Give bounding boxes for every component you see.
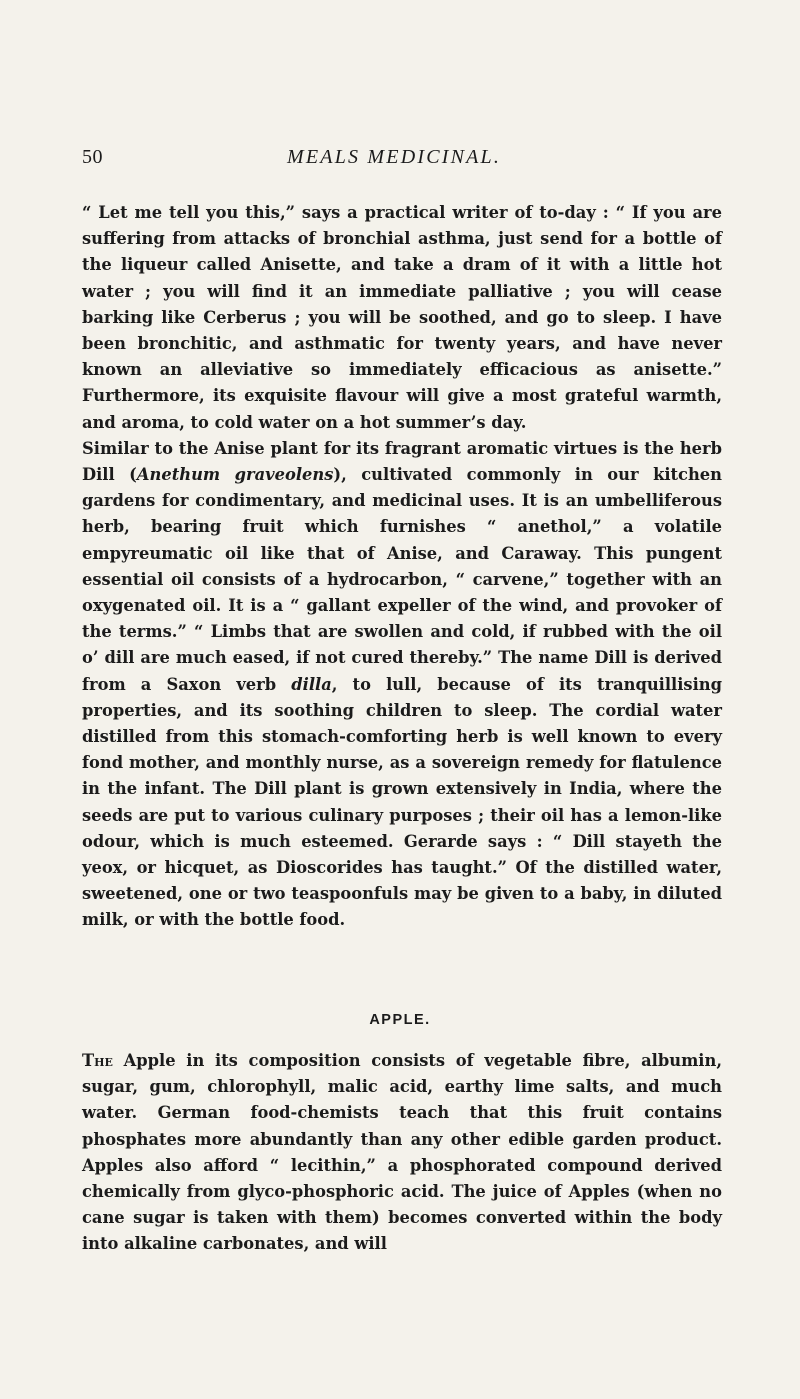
paragraph-dill-text-b: ), cultivated commonly in our kitchen gardens for condimentary, and medicinal uses. It is an umbelliferous herb, bearing fruit which furnishes “ anethol,” a volatile empyreumatic oil like that of Anise, and Caraway. This pungent essential oil consists of a hydrocarbon, “ carvene,” together with an oxygenated oil. It is a “ gallant expeller of the wind, and provoker of the terms.” “ Limbs that are swollen and cold, if rubbed with the oil o’ dill are much eased, if not cured thereby.” The name Dill is derived from a Saxon verb xyxy=(82,465,723,694)
paragraph-anisette xyxy=(82,200,722,436)
lead-word: The xyxy=(82,1051,113,1070)
paragraph-anisette-text: “ Let me tell you this,” says a practical writer of to-day : “ If you are suffering from attacks of bronchial asthma, just send for a bottle of the liqueur called Anisette, and take a dram of it with a little hot water ; you will find it an immediate palliative ; you will cease barking like Cerberus ; you will be soothed, and go to sleep. I have been bronchitic, and asthmatic for twenty years, and have never known an alleviative so immediately efficacious as anisette.” Furthermore, its exquisite flavour will give a most grateful warmth, and aroma, to cold water on a hot summer’s day. xyxy=(82,203,722,432)
running-head xyxy=(82,146,722,170)
page-number: 50 xyxy=(82,146,103,168)
section-heading-apple: APPLE. xyxy=(369,1012,431,1028)
running-title: MEALS MEDICINAL. xyxy=(287,146,502,168)
latin-name-dill: Anethum graveolens xyxy=(136,465,334,485)
saxon-verb-dilla: dilla xyxy=(291,674,332,694)
paragraph-dill-text-c: , to lull, because of its tranquillising properties, and its soothing children to sleep. The cordial water distilled from this stomach-comforting herb is well known to every fond mother, and monthly nurse, as a sovereign remedy for flatulence in the infant. The Dill plant is grown extensively in India, where the seeds are put to various culinary purposes ; their oil has a lemon-like odour, which is much esteemed. Gerarde says : “ Dill stayeth the yeox, or hicquet, as Dioscorides has taught.” Of the distilled water, sweetened, one or two teaspoonfuls may be given to a baby, in diluted milk, or with the bottle food. xyxy=(82,674,722,930)
apple-section-text xyxy=(82,1048,722,1258)
paragraph-dill xyxy=(82,436,722,934)
main-text xyxy=(82,200,722,934)
paragraph-apple-text: Apple in its composition consists of vegetable fibre, albumin, sugar, gum, chlorophyll, malic acid, earthy lime salts, and much water. German food-chemists teach that this fruit contains phosphates more abundantly than any other edible garden product. Apples also afford “ lecithin,” a phosphorated compound derived chemically from glyco-phosphoric acid. The juice of Apples (when no cane sugar is taken with them) becomes converted within the body into alkaline carbonates, and will xyxy=(82,1051,722,1254)
paragraph-apple xyxy=(82,1048,722,1258)
paragraph-dill-text-a: Similar to the Anise plant for its fragrant aromatic virtues is the herb Dill ( xyxy=(82,438,722,485)
